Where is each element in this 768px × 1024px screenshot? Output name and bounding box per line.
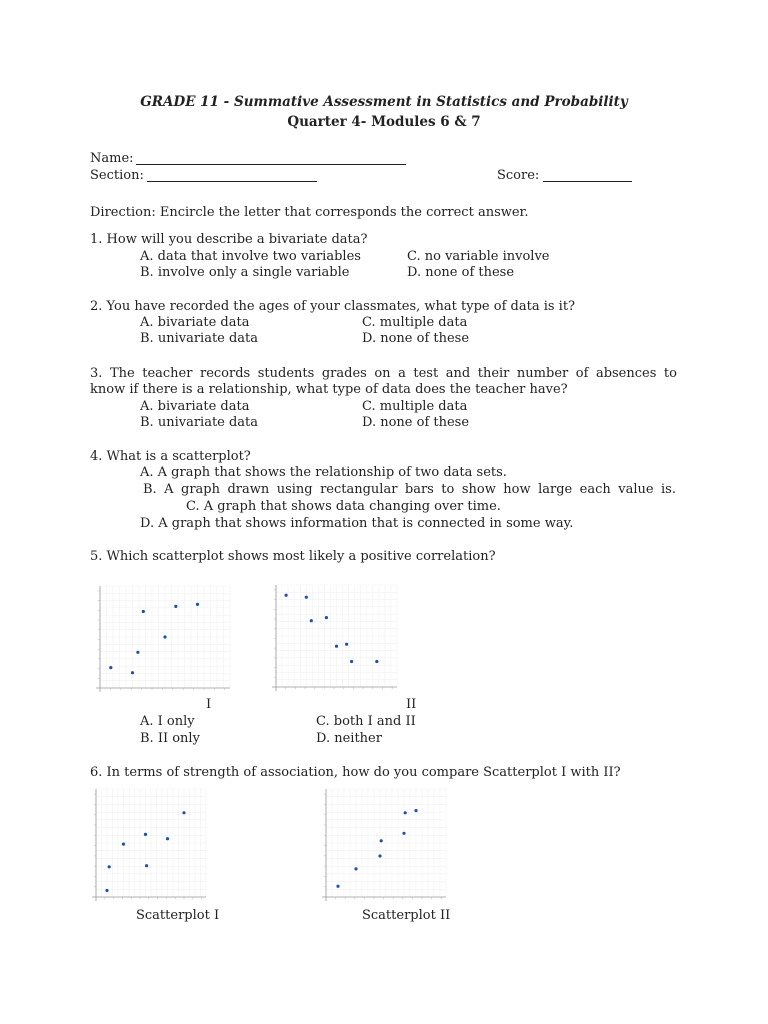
q2-option-a[interactable]: A. bivariate data (140, 315, 250, 330)
direction-text: Direction: Encircle the letter that corresponds the correct answer. (90, 205, 529, 220)
scatterplot-2-label: Scatterplot II (362, 908, 451, 923)
q5-option-a[interactable]: A. I only (140, 714, 195, 729)
name-label: Name: (90, 151, 134, 166)
scatter-point (335, 645, 338, 648)
scatter-point (378, 854, 381, 857)
scatter-point (136, 651, 139, 654)
q1-option-c[interactable]: C. no variable involve (407, 249, 550, 264)
scatter-point (108, 865, 111, 868)
question-2: 2. You have recorded the ages of your classmates, what type of data is it? (90, 299, 576, 314)
q2-option-c[interactable]: C. multiple data (362, 315, 468, 330)
q2-option-b[interactable]: B. univariate data (140, 331, 259, 346)
scatter-point (380, 839, 383, 842)
question-1: 1. How will you describe a bivariate data? (90, 232, 368, 247)
scatterplot-2 (318, 783, 452, 907)
q1-option-d[interactable]: D. none of these (407, 265, 515, 280)
question-3-line-1: 3. The teacher records students grades on a test and their number of absences to (90, 366, 677, 381)
scatter-point (105, 889, 108, 892)
q4-option-b[interactable]: B. A graph drawn using rectangular bars to show how large each value is. (143, 482, 676, 497)
scatter-point (402, 832, 405, 835)
score-label: Score: (497, 168, 540, 183)
q3-option-c[interactable]: C. multiple data (362, 399, 468, 414)
scatter-point (196, 603, 199, 606)
scatterplot-ii (268, 579, 403, 697)
scatter-point (336, 885, 339, 888)
scatter-point (163, 635, 166, 638)
section-label: Section: (90, 168, 144, 183)
scatter-point (404, 811, 407, 814)
plot-label-ii: II (406, 697, 417, 712)
scatter-point (122, 843, 125, 846)
scatter-point (131, 671, 134, 674)
scatter-point (375, 660, 378, 663)
name-field[interactable] (136, 164, 406, 165)
scatter-point (144, 833, 147, 836)
question-6: 6. In terms of strength of association, how do you compare Scatterplot I with II? (90, 765, 621, 780)
q3-option-a[interactable]: A. bivariate data (140, 399, 250, 414)
scatter-point (182, 811, 185, 814)
scatter-point (109, 666, 112, 669)
q1-option-a[interactable]: A. data that involve two variables (140, 249, 361, 264)
scatterplot-1 (88, 783, 212, 907)
scatter-point (166, 837, 169, 840)
q4-option-d[interactable]: D. A graph that shows information that is connected in some way. (140, 516, 574, 531)
section-field[interactable] (147, 181, 317, 182)
question-3-line-2: know if there is a relationship, what type of data does the teacher have? (90, 382, 568, 397)
scatter-point (350, 660, 353, 663)
document-subtitle: Quarter 4- Modules 6 & 7 (287, 114, 481, 130)
q3-option-d[interactable]: D. none of these (362, 415, 470, 430)
scatter-point (325, 616, 328, 619)
q5-option-b[interactable]: B. II only (140, 731, 200, 746)
question-4: 4. What is a scatterplot? (90, 449, 251, 464)
plot-label-i: I (206, 697, 212, 712)
question-5: 5. Which scatterplot shows most likely a positive correlation? (90, 549, 496, 564)
scatter-point (414, 809, 417, 812)
scatterplot-i (92, 580, 236, 698)
scatter-point (305, 596, 308, 599)
scatterplot-1-label: Scatterplot I (136, 908, 220, 923)
score-field[interactable] (543, 181, 632, 182)
scatter-point (145, 864, 148, 867)
q3-option-b[interactable]: B. univariate data (140, 415, 259, 430)
scatter-point (174, 605, 177, 608)
q4-option-c[interactable]: C. A graph that shows data changing over time. (186, 499, 501, 514)
q5-option-d[interactable]: D. neither (316, 731, 382, 746)
scatter-point (285, 594, 288, 597)
q5-option-c[interactable]: C. both I and II (316, 714, 416, 729)
q1-option-b[interactable]: B. involve only a single variable (140, 265, 350, 280)
scatter-point (354, 867, 357, 870)
scatter-point (142, 610, 145, 613)
document-title: GRADE 11 - Summative Assessment in Statistics and Probability (140, 94, 628, 110)
scatter-point (345, 643, 348, 646)
scatter-point (310, 619, 313, 622)
q2-option-d[interactable]: D. none of these (362, 331, 470, 346)
q4-option-a[interactable]: A. A graph that shows the relationship of two data sets. (140, 465, 507, 480)
